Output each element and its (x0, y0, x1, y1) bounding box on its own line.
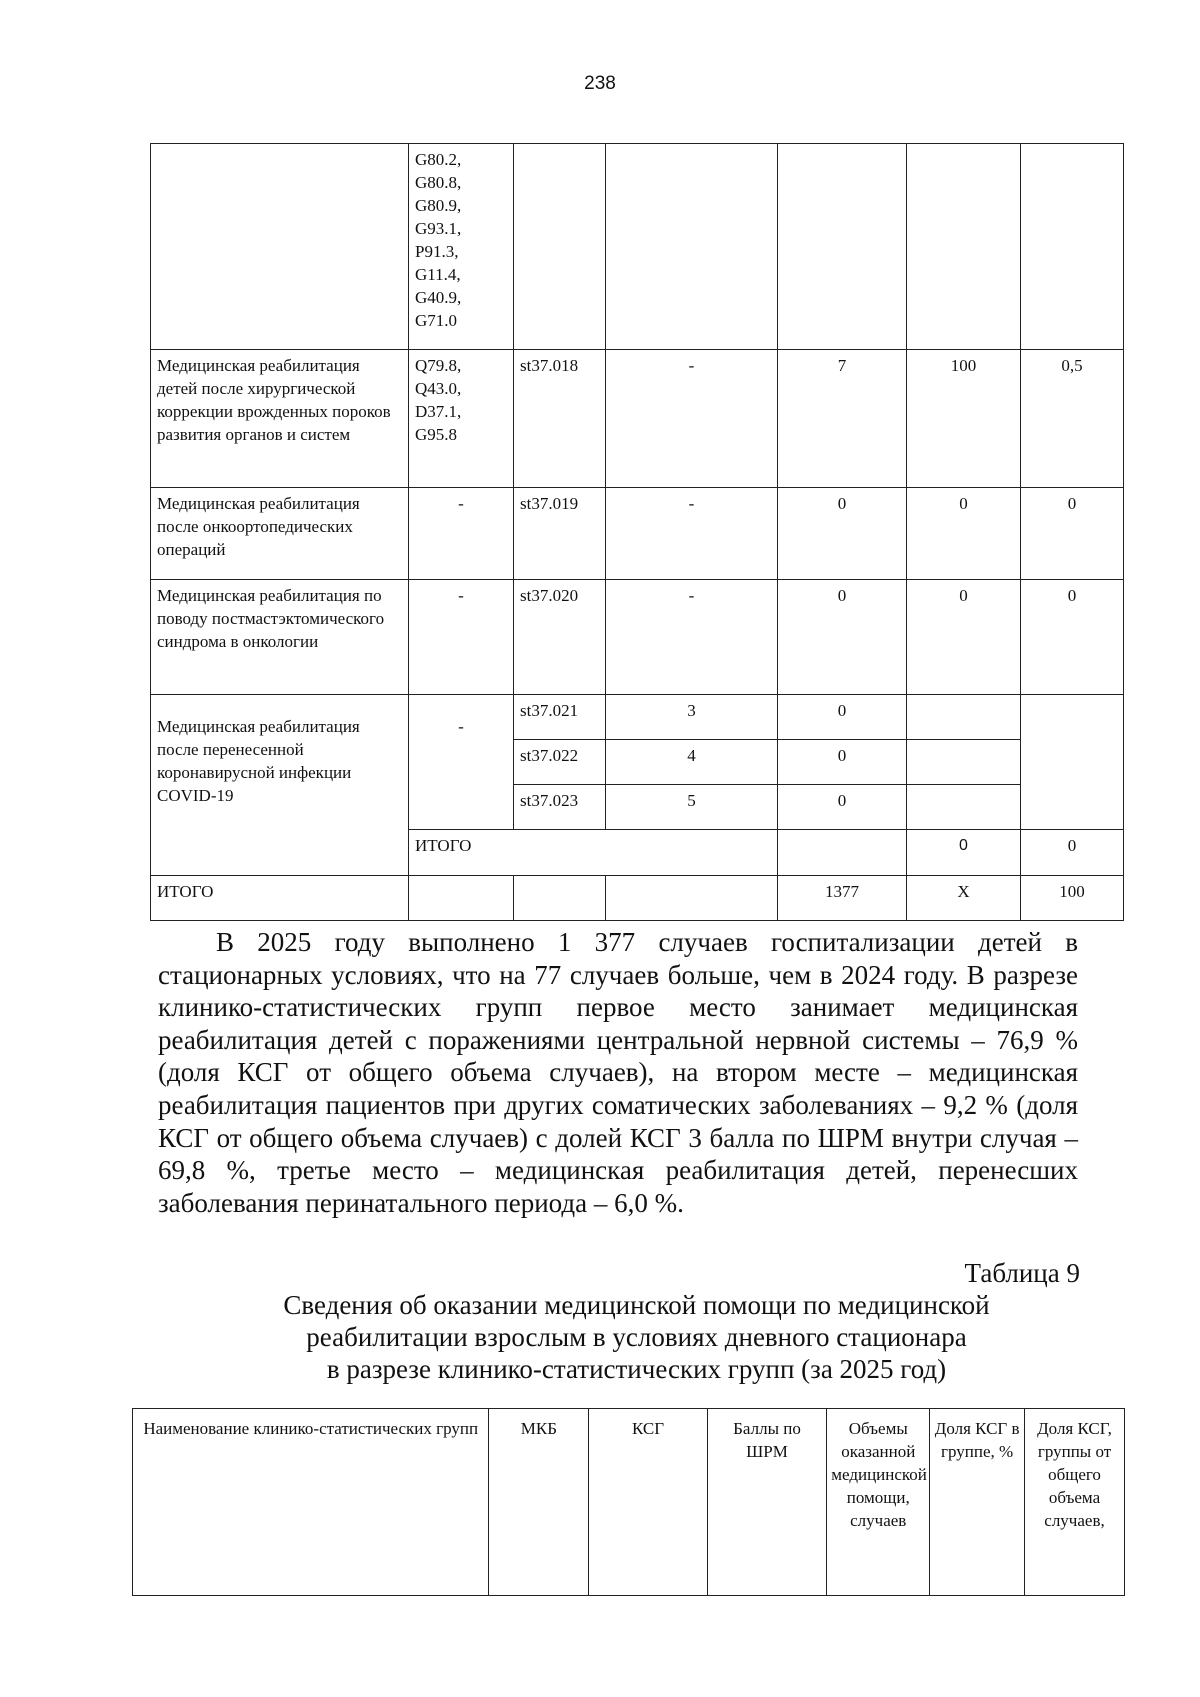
name-cell: Медицинская реабилитация детей после хирургической коррекции врожденных пороков развития органов и систем (151, 350, 409, 488)
ksg-cell: st37.022 (514, 740, 606, 785)
volume-cell: 7 (778, 350, 907, 488)
mkb-cell: - (409, 695, 514, 830)
points-cell: 3 (606, 695, 778, 740)
share-group-cell: 0 (907, 580, 1021, 695)
total-label: ИТОГО (151, 876, 409, 921)
volume-cell: 0 (778, 785, 907, 830)
table-title: Сведения об оказании медицинской помощи по медицинской реабилитации взрослым в условиях дневного стационара в разрезе клинико-статистических групп (за 2025 год) (283, 1290, 990, 1384)
header-mkb: МКБ (489, 1409, 589, 1596)
table-row (151, 144, 1124, 350)
points-cell: 5 (606, 785, 778, 830)
volume-cell: 0 (778, 695, 907, 740)
subtotal-label: ИТОГО (409, 830, 778, 876)
table-row (151, 580, 1124, 695)
share-total-cell: 0 (1021, 488, 1124, 580)
header-group-name: Наименование клинико-статистических групп (133, 1409, 489, 1596)
header-volume: Объемы оказанной медицинской помощи, случаев (827, 1409, 930, 1596)
ksg-cell: st37.020 (514, 580, 606, 695)
reha-adults-day-hospital-table (132, 1408, 1125, 1596)
volume-cell: 1377 (778, 876, 907, 921)
mkb-cell: - (409, 488, 514, 580)
points-cell: - (606, 488, 778, 580)
header-share-total: Доля КСГ, группы от общего объема случаев, (1025, 1409, 1125, 1596)
table-row (151, 876, 1124, 921)
name-cell: Медицинская реабилитация после онкоортопедических операций (151, 488, 409, 580)
table-row (151, 488, 1124, 580)
volume-cell: 0 (778, 580, 907, 695)
ksg-cell: st37.023 (514, 785, 606, 830)
table-caption: Таблица 9 (964, 1258, 1080, 1288)
share-total-cell: 0,5 (1021, 350, 1124, 488)
share-group-cell: 100 (907, 350, 1021, 488)
points-cell: 4 (606, 740, 778, 785)
header-ksg: КСГ (589, 1409, 707, 1596)
share-total-cell: 0 (1021, 580, 1124, 695)
mkb-cell: Q79.8, Q43.0, D37.1, G95.8 (409, 350, 514, 488)
ksg-cell: st37.019 (514, 488, 606, 580)
share-total-cell: 100 (1021, 876, 1124, 921)
ksg-cell: st37.021 (514, 695, 606, 740)
share-group-cell: 0 (907, 488, 1021, 580)
points-cell: - (606, 350, 778, 488)
share-group-cell: Х (907, 876, 1021, 921)
volume-cell: 0 (778, 488, 907, 580)
name-cell: Медицинская реабилитация по поводу постмастэктомического синдрома в онкологии (151, 580, 409, 695)
table-header-row (133, 1409, 1125, 1596)
table-row (151, 695, 1124, 740)
name-cell (151, 144, 409, 350)
header-share-group: Доля КСГ в группе, % (930, 1409, 1025, 1596)
summary-paragraph: В 2025 году выполнено 1 377 случаев госпитализации детей в стационарных условиях, что на 77 случаев больше, чем в 2024 году. В разрезе клинико-статистических групп первое место занимает медицинская реабилитация детей с поражениями центральной нервной системы – 76,9 % (доля КСГ от общего объема случаев), на втором месте – медицинская реабилитация пациентов при других соматических заболеваниях – 9,2 % (доля КСГ от общего объема случаев) с долей КСГ 3 балла по ШРМ внутри случая – 69,8 %, третье место – медицинская реабилитация детей, перенесших заболевания перинатального периода – 6,0 %. (158, 927, 1078, 1218)
ksg-cell: st37.018 (514, 350, 606, 488)
mkb-cell: G80.2, G80.8, G80.9, G93.1, P91.3, G11.4, G40.9, G71.0 (409, 144, 514, 350)
header-points: Баллы по ШРМ (707, 1409, 826, 1596)
points-cell: - (606, 580, 778, 695)
page-number: 238 (584, 73, 616, 94)
reha-children-table-continued (150, 143, 1124, 921)
share-group-cell: 0 (907, 830, 1021, 876)
volume-cell: 0 (778, 740, 907, 785)
share-total-cell: 0 (1021, 830, 1124, 876)
name-cell: Медицинская реабилитация после перенесенной коронавирусной инфекции COVID-19 (151, 695, 409, 876)
table-row (151, 350, 1124, 488)
mkb-cell: - (409, 580, 514, 695)
